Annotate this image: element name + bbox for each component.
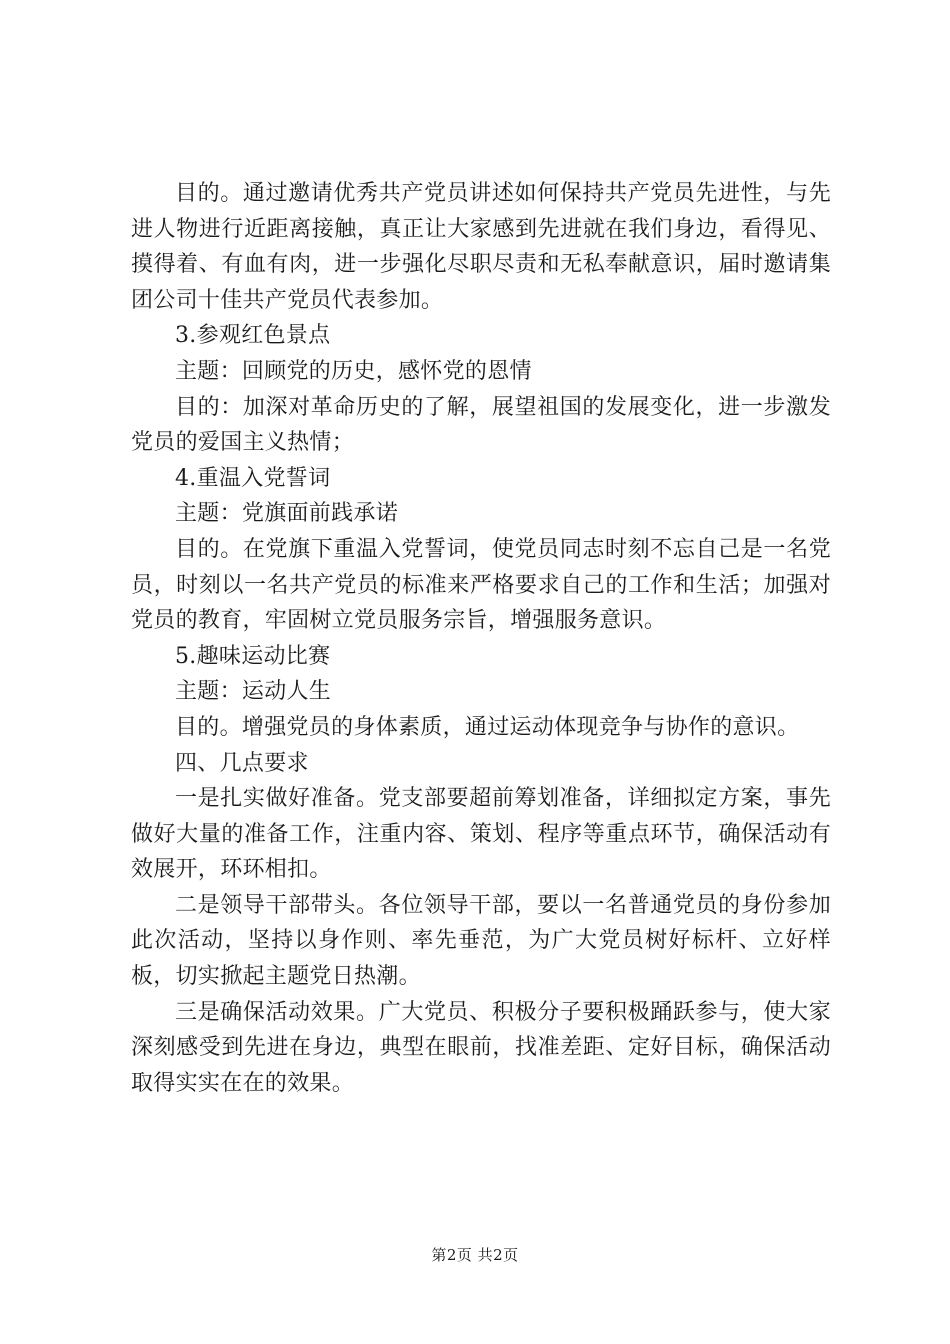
item-3-heading: 3.参观红色景点 [175, 323, 331, 349]
item-4-theme: 主题：党旗面前践承诺 [175, 501, 399, 527]
requirement-1: 一是扎实做好准备。党支部要超前筹划准备，详细拟定方案，事先做好大量的准备工作，注重内容、策划、程序等重点环节，确保活动有效展开，环环相扣。 [131, 786, 831, 883]
document-body [131, 176, 831, 1101]
paragraph-member-talk-purpose: 目的。通过邀请优秀共产党员讲述如何保持共产党员先进性，与先进人物进行近距离接触，真正让大家感到先进就在我们身边，看得见、摸得着、有血有肉，进一步强化尽职尽责和无私奉献意识，届时邀请集团公司十佳共产党员代表参加。 [131, 181, 831, 313]
requirement-2: 二是领导干部带头。各位领导干部，要以一名普通党员的身份参加此次活动，坚持以身作则、率先垂范，为广大党员树好标杆、立好样板，切实掀起主题党日热潮。 [131, 892, 831, 990]
page-number-footer: 第2页 共2页 [431, 1246, 519, 1264]
item-4-heading: 4.重温入党誓词 [175, 465, 331, 491]
item-5-heading: 5.趣味运动比赛 [175, 643, 331, 669]
item-5-theme: 主题：运动人生 [175, 679, 332, 705]
item-5-purpose: 目的。增强党员的身体素质，通过运动体现竞争与协作的意识。 [175, 714, 800, 740]
item-4-purpose: 目的。在党旗下重温入党誓词，使党员同志时刻不忘自己是一名党员，时刻以一名共产党员的标准来严格要求自己的工作和生活；加强对党员的教育，牢固树立党员服务宗旨，增强服务意识。 [131, 536, 831, 634]
item-3-purpose: 目的：加深对革命历史的了解，展望祖国的发展变化，进一步激发党员的爱国主义热情； [131, 394, 831, 456]
section-4-heading: 四、几点要求 [175, 750, 309, 776]
item-3-theme: 主题：回顾党的历史，感怀党的恩情 [175, 358, 532, 384]
requirement-3: 三是确保活动效果。广大党员、积极分子要积极踊跃参与，使大家深刻感受到先进在身边，典型在眼前，找准差距、定好目标，确保活动取得实实在在的效果。 [131, 999, 831, 1096]
